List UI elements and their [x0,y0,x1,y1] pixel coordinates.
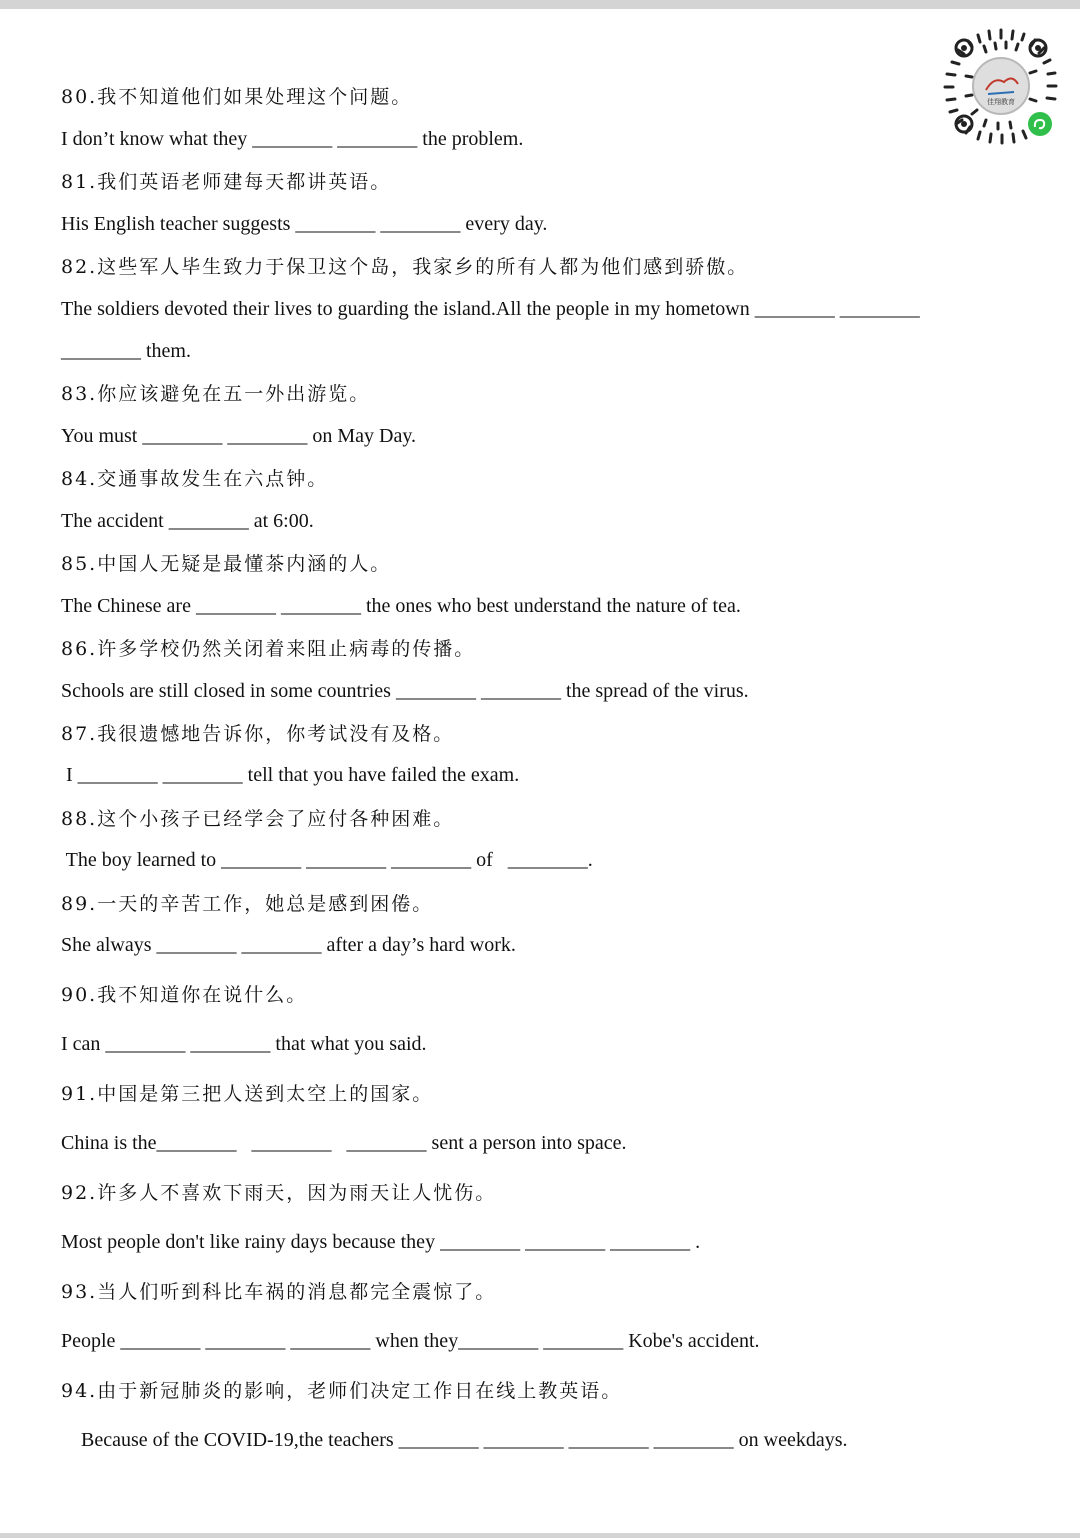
q84-chinese: 84.交通事故发生在六点钟。 [61,468,329,490]
q88-english: The boy learned to ________ ________ ________ of ________. [61,849,593,871]
q88-chinese: 88.这个小孩子已经学会了应付各种困难。 [61,808,455,830]
q82-chinese: 82.这些军人毕生致力于保卫这个岛，我家乡的所有人都为他们感到骄傲。 [61,256,749,278]
q86-chinese: 86.许多学校仍然关闭着来阻止病毒的传播。 [61,638,476,660]
q81-chinese: 81.我们英语老师建每天都讲英语。 [61,171,392,193]
q83-english: You must ________ ________ on May Day. [61,425,417,447]
q90-english: I can ________ ________ that what you said. [61,1033,427,1055]
q87-chinese: 87.我很遗憾地告诉你，你考试没有及格。 [61,723,455,745]
q81-english: His English teacher suggests ________ ________ every day. [61,213,548,235]
q80-chinese: 80.我不知道他们如果处理这个问题。 [61,86,413,108]
q82-english-cont: ________ them. [61,340,191,362]
q93-english: People ________ ________ ________ when they________ ________ Kobe's accident. [61,1330,760,1352]
q91-english: China is the________ ________ ________ sent a person into space. [61,1132,627,1154]
q82-english: The soldiers devoted their lives to guarding the island.All the people in my hometown ________ ________ [61,298,920,320]
q93-chinese: 93.当人们听到科比车祸的消息都完全震惊了。 [61,1281,497,1303]
logo-text: 佳翔教育 [987,98,1015,106]
q89-chinese: 89.一天的辛苦工作，她总是感到困倦。 [61,893,434,915]
q85-english: The Chinese are ________ ________ the ones who best understand the nature of tea. [61,595,741,617]
q86-english: Schools are still closed in some countries ________ ________ the spread of the virus. [61,680,749,702]
q91-chinese: 91.中国是第三把人送到太空上的国家。 [61,1083,434,1105]
q84-english: The accident ________ at 6:00. [61,510,314,532]
q94-chinese: 94.由于新冠肺炎的影响，老师们决定工作日在线上教英语。 [61,1380,623,1402]
q90-chinese: 90.我不知道你在说什么。 [61,984,308,1006]
q85-chinese: 85.中国人无疑是最懂茶内涵的人。 [61,553,392,575]
q83-chinese: 83.你应该避免在五一外出游览。 [61,383,371,405]
q80-english: I don’t know what they ________ ________ the problem. [61,128,524,150]
q89-english: She always ________ ________ after a day’s hard work. [61,934,516,956]
q92-chinese: 92.许多人不喜欢下雨天，因为雨天让人忧伤。 [61,1182,497,1204]
mini-program-code [938,26,1064,148]
q92-english: Most people don't like rainy days because they ________ ________ ________ . [61,1231,701,1253]
bottom-border [0,1533,1080,1538]
top-border [0,0,1080,9]
q94-english: Because of the COVID-19,the teachers ________ ________ ________ ________ on weekdays. [61,1429,848,1451]
q87-english: I ________ ________ tell that you have failed the exam. [61,764,520,786]
